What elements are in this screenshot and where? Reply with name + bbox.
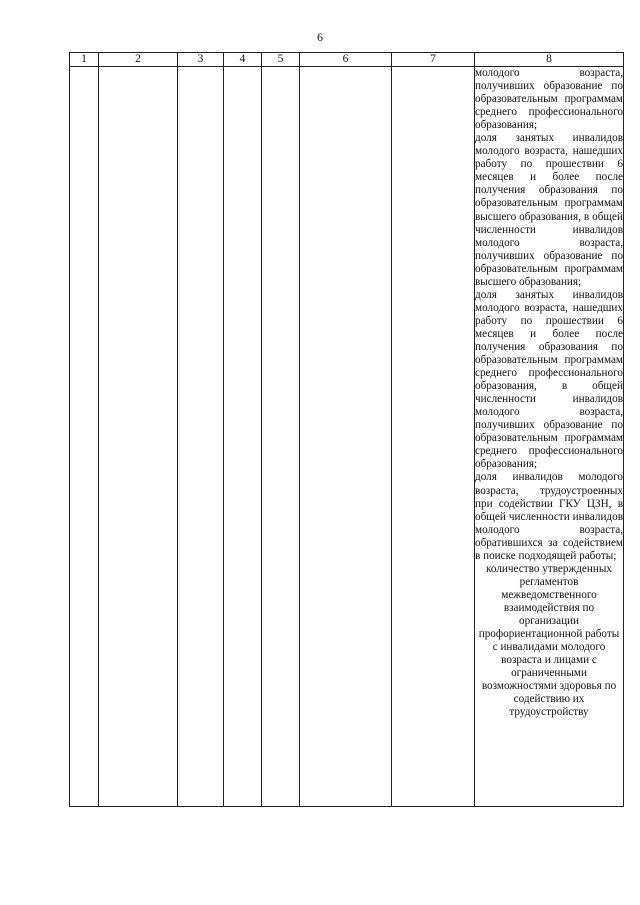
indicator-paragraph: доля занятых инвалидов молодого возраста, нашедших работу по прошествии 6 месяцев и более после получения образования по образовательным программам высшего образования, в общей численности инвалидов молодого возраста, получивших образование по образовательным программам высшего образования; [475,132,623,288]
column-header-8: 8 [475,53,624,67]
cell-col-8-indicators [475,67,624,807]
page-number: 6 [317,30,323,44]
cell-col-6 [300,67,392,807]
table-row [70,67,624,807]
cell-col-7 [392,67,475,807]
column-header-4: 4 [224,53,262,67]
indicator-paragraph: доля инвалидов молодого возраста, трудоустроенных при содействии ГКУ ЦЗН, в общей численности инвалидов молодого возраста, обратившихся за содействием в поиске подходящей работы; [475,471,623,562]
cell-col-5 [262,67,300,807]
column-header-1: 1 [70,53,99,67]
column-header-3: 3 [178,53,224,67]
indicator-paragraph: количество утвержденных регламентов межведомственного взаимодействия по организации профориентационной работы с инвалидами молодого возраста и лицами с ограниченными возможностями здоровья по содействию их трудоустройству [478,562,620,719]
column-header-5: 5 [262,53,300,67]
header-row [70,53,624,67]
column-header-7: 7 [392,53,475,67]
indicators-table [69,52,624,807]
cell-col-3 [178,67,224,807]
cell-col-1 [70,67,99,807]
column-header-6: 6 [300,53,392,67]
cell-col-2 [99,67,178,807]
indicator-paragraph: доля занятых инвалидов молодого возраста, нашедших работу по прошествии 6 месяцев и более после получения образования по образовательным программам среднего профессионального образования, в общей численности инвалидов молодого возраста, получивших образование по образовательным программам среднего профессионального образования; [475,288,623,471]
column-header-2: 2 [99,53,178,67]
indicator-paragraph: молодого возраста, получивших образование по образовательным программам среднего профессионального образования; [475,67,623,132]
cell-col-4 [224,67,262,807]
